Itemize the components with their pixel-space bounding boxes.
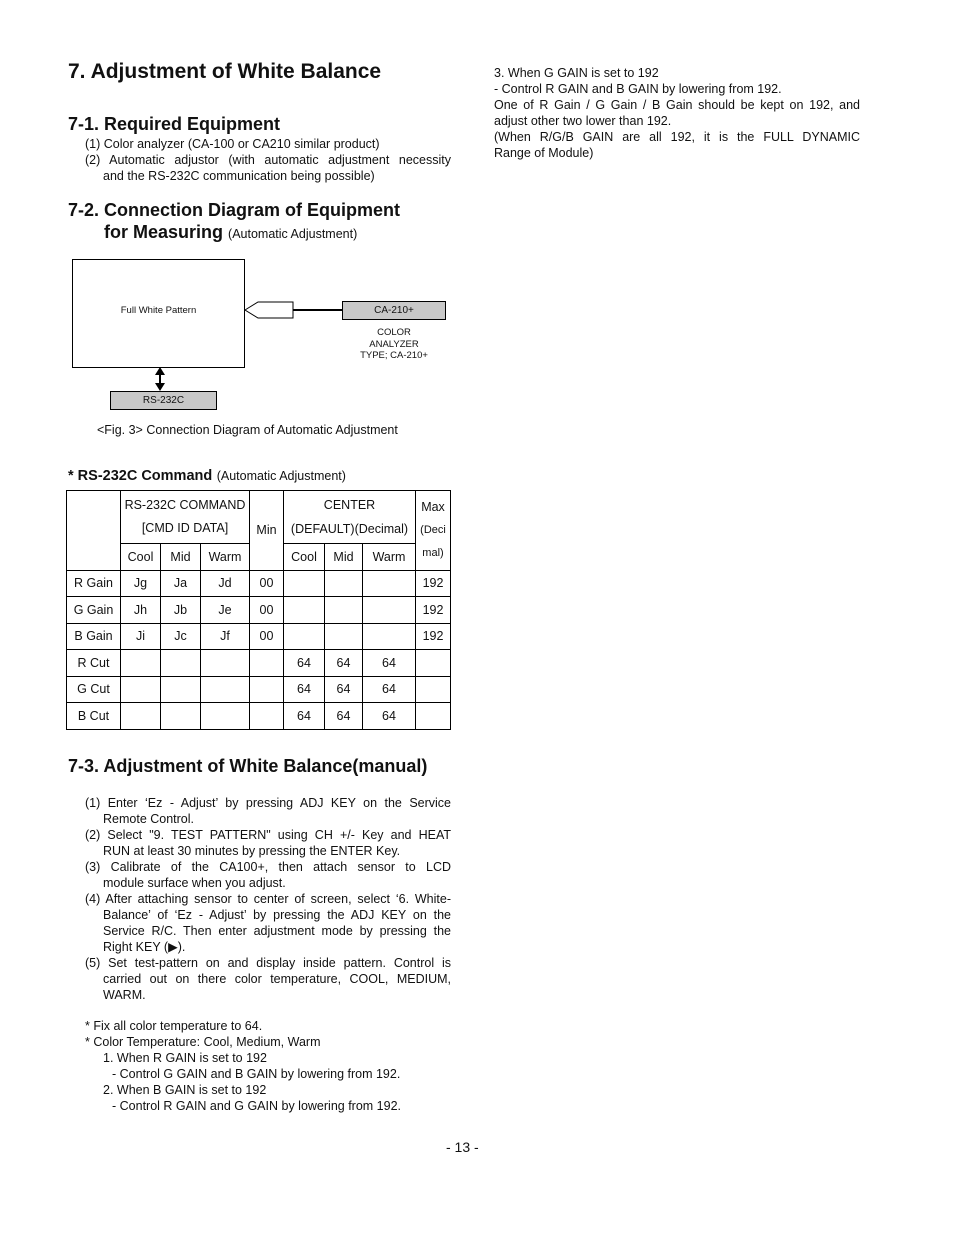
step-line: (5) Set test-pattern on and display inside pattern. Control is bbox=[85, 956, 451, 970]
figure-caption: <Fig. 3> Connection Diagram of Automatic Adjustment bbox=[97, 423, 398, 437]
table-cell: 192 bbox=[416, 597, 451, 624]
right-line: Range of Module) bbox=[494, 146, 594, 160]
section-7-1-list bbox=[85, 136, 451, 184]
subheader-cell: Mid bbox=[161, 544, 201, 571]
table-cell: 64 bbox=[284, 703, 325, 730]
table-cell bbox=[325, 570, 363, 597]
table-cell bbox=[363, 623, 416, 650]
subheader-cell: Cool bbox=[121, 544, 161, 571]
right-line: - Control R GAIN and B GAIN by lowering from 192. bbox=[494, 82, 782, 96]
table-cell bbox=[284, 623, 325, 650]
table-cell: Ja bbox=[161, 570, 201, 597]
table-row bbox=[67, 650, 451, 677]
table-cell bbox=[201, 703, 250, 730]
step-line: carried out on there color temperature, COOL, MEDIUM, bbox=[103, 972, 451, 986]
table-row bbox=[67, 623, 451, 650]
page-number: - 13 - bbox=[446, 1139, 479, 1155]
table-cell bbox=[121, 703, 161, 730]
rs232c-command-note: (Automatic Adjustment) bbox=[216, 469, 346, 483]
monitor-box bbox=[72, 259, 245, 368]
analyzer-caption-line: COLOR bbox=[377, 327, 411, 338]
rs232c-command-title: * RS-232C Command bbox=[68, 468, 213, 484]
right-line: One of R Gain / G Gain / B Gain should be kept on 192, and bbox=[494, 98, 860, 112]
table-corner-cell bbox=[67, 491, 121, 571]
subheader-cell: Warm bbox=[363, 544, 416, 571]
table-cell bbox=[416, 703, 451, 730]
header-max-line1: Max bbox=[421, 499, 445, 514]
section-7-3-heading: 7-3. Adjustment of White Balance(manual) bbox=[68, 756, 428, 776]
table-row bbox=[67, 570, 451, 597]
table-cell: Jd bbox=[201, 570, 250, 597]
table-row bbox=[67, 676, 451, 703]
row-label-cell: G Gain bbox=[67, 597, 121, 624]
table-body bbox=[67, 570, 451, 729]
table-cell: Jc bbox=[161, 623, 201, 650]
step-line: Balance’ of ‘Ez - Adjust’ by pressing the ADJ KEY on the bbox=[103, 908, 451, 922]
table-cell: 64 bbox=[325, 703, 363, 730]
table-cell bbox=[161, 650, 201, 677]
step-line: Remote Control. bbox=[103, 812, 195, 826]
rs232c-command-heading bbox=[68, 467, 346, 485]
table-cell: 00 bbox=[250, 570, 284, 597]
table-cell bbox=[161, 676, 201, 703]
section-7-2-heading-text: for Measuring bbox=[104, 222, 224, 242]
table-cell bbox=[250, 703, 284, 730]
table-cell bbox=[121, 676, 161, 703]
header-center-line1: CENTER bbox=[323, 498, 376, 512]
table-cell: 64 bbox=[325, 676, 363, 703]
analyzer-caption-line: ANALYZER bbox=[369, 338, 419, 350]
monitor-label: Full White Pattern bbox=[120, 305, 197, 316]
table-cell bbox=[161, 703, 201, 730]
step-line: module surface when you adjust. bbox=[103, 876, 286, 890]
right-column-text bbox=[494, 65, 860, 161]
table-cell: 192 bbox=[416, 570, 451, 597]
table-cell bbox=[284, 570, 325, 597]
connector-arrow bbox=[240, 296, 350, 326]
page-title: 7. Adjustment of White Balance bbox=[68, 60, 382, 83]
table-cell: 00 bbox=[250, 597, 284, 624]
list-item: and the RS-232C communication being possible) bbox=[103, 169, 375, 183]
table-cell: 64 bbox=[363, 650, 416, 677]
list-item: (2) Automatic adjustor (with automatic adjustment necessity bbox=[85, 153, 451, 167]
table-cell: 64 bbox=[363, 676, 416, 703]
analyzer-caption bbox=[344, 327, 444, 362]
header-max-line2: (Deci bbox=[420, 523, 446, 536]
table-cell: Je bbox=[201, 597, 250, 624]
subheader-cell: Warm bbox=[201, 544, 250, 571]
table-cell: Ji bbox=[121, 623, 161, 650]
right-line: adjust other two lower than 192. bbox=[494, 114, 672, 128]
subheader-cell: Mid bbox=[325, 544, 363, 571]
table-cell: Jg bbox=[121, 570, 161, 597]
section-7-2-heading-line2 bbox=[104, 221, 357, 245]
table-cell: Jf bbox=[201, 623, 250, 650]
header-command bbox=[121, 491, 250, 544]
right-line: 3. When G GAIN is set to 192 bbox=[494, 66, 659, 80]
table-cell: 64 bbox=[325, 650, 363, 677]
section-7-2-heading: 7-2. Connection Diagram of Equipment bbox=[68, 200, 401, 220]
table-cell bbox=[250, 650, 284, 677]
header-max-line3: mal) bbox=[422, 546, 444, 559]
subheader-cell: Cool bbox=[284, 544, 325, 571]
header-center bbox=[284, 491, 416, 544]
rs232c-box: RS-232C bbox=[110, 391, 217, 410]
step-line: RUN at least 30 minutes by pressing the ENTER Key. bbox=[103, 844, 401, 858]
table-cell: Jb bbox=[161, 597, 201, 624]
analyzer-caption-line: TYPE; CA-210+ bbox=[360, 350, 428, 361]
step-line: Right KEY (▶). bbox=[103, 940, 186, 954]
table-cell bbox=[201, 650, 250, 677]
step-line: (1) Enter ‘Ez - Adjust’ by pressing ADJ KEY on the Service bbox=[85, 796, 451, 810]
note-line: 2. When B GAIN is set to 192 bbox=[103, 1083, 267, 1097]
table-cell bbox=[121, 650, 161, 677]
table-cell bbox=[325, 597, 363, 624]
step-line: WARM. bbox=[103, 988, 146, 1002]
rs232c-command-table bbox=[66, 490, 451, 730]
table-cell: 64 bbox=[363, 703, 416, 730]
step-line: Service R/C. Then enter adjustment mode by pressing the bbox=[103, 924, 451, 938]
double-arrow-icon bbox=[150, 366, 170, 392]
section-7-2-heading-note: (Automatic Adjustment) bbox=[228, 227, 358, 241]
row-label-cell: G Cut bbox=[67, 676, 121, 703]
section-7-1-heading: 7-1. Required Equipment bbox=[68, 114, 281, 134]
header-center-line2: (DEFAULT)(Decimal) bbox=[290, 522, 409, 536]
header-command-line2: [CMD ID DATA] bbox=[141, 521, 229, 535]
table-cell: 64 bbox=[284, 676, 325, 703]
table-row bbox=[67, 703, 451, 730]
table-cell bbox=[325, 623, 363, 650]
table-cell: Jh bbox=[121, 597, 161, 624]
table-cell bbox=[363, 570, 416, 597]
table-cell bbox=[284, 597, 325, 624]
note-line: * Fix all color temperature to 64. bbox=[85, 1019, 263, 1033]
step-line: (2) Select "9. TEST PATTERN" using CH +/- Key and HEAT bbox=[85, 828, 451, 842]
row-label-cell: B Cut bbox=[67, 703, 121, 730]
header-command-line1: RS-232C COMMAND bbox=[124, 498, 246, 512]
table-cell: 192 bbox=[416, 623, 451, 650]
table-row bbox=[67, 597, 451, 624]
section-7-3-notes bbox=[85, 1018, 401, 1114]
note-line: 1. When R GAIN is set to 192 bbox=[103, 1051, 267, 1065]
row-label-cell: R Cut bbox=[67, 650, 121, 677]
table-cell bbox=[416, 676, 451, 703]
right-line: (When R/G/B GAIN are all 192, it is the FULL DYNAMIC bbox=[494, 130, 860, 144]
table-cell bbox=[201, 676, 250, 703]
note-line: - Control R GAIN and G GAIN by lowering from 192. bbox=[112, 1099, 401, 1113]
row-label-cell: R Gain bbox=[67, 570, 121, 597]
table-cell bbox=[416, 650, 451, 677]
list-item: (1) Color analyzer (CA-100 or CA210 similar product) bbox=[85, 137, 380, 151]
step-line: (3) Calibrate of the CA100+, then attach sensor to LCD bbox=[85, 860, 451, 874]
header-min: Min bbox=[250, 491, 284, 571]
table-cell: 64 bbox=[284, 650, 325, 677]
note-line: * Color Temperature: Cool, Medium, Warm bbox=[85, 1035, 321, 1049]
step-line: (4) After attaching sensor to center of screen, select ‘6. White- bbox=[85, 892, 451, 906]
note-line: - Control G GAIN and B GAIN by lowering from 192. bbox=[112, 1067, 401, 1081]
section-7-3-steps bbox=[85, 795, 451, 1003]
table-cell: 00 bbox=[250, 623, 284, 650]
analyzer-box: CA-210+ bbox=[342, 301, 446, 320]
table-cell bbox=[250, 676, 284, 703]
row-label-cell: B Gain bbox=[67, 623, 121, 650]
header-max bbox=[416, 491, 451, 571]
table-header-row bbox=[67, 491, 451, 544]
table-cell bbox=[363, 597, 416, 624]
